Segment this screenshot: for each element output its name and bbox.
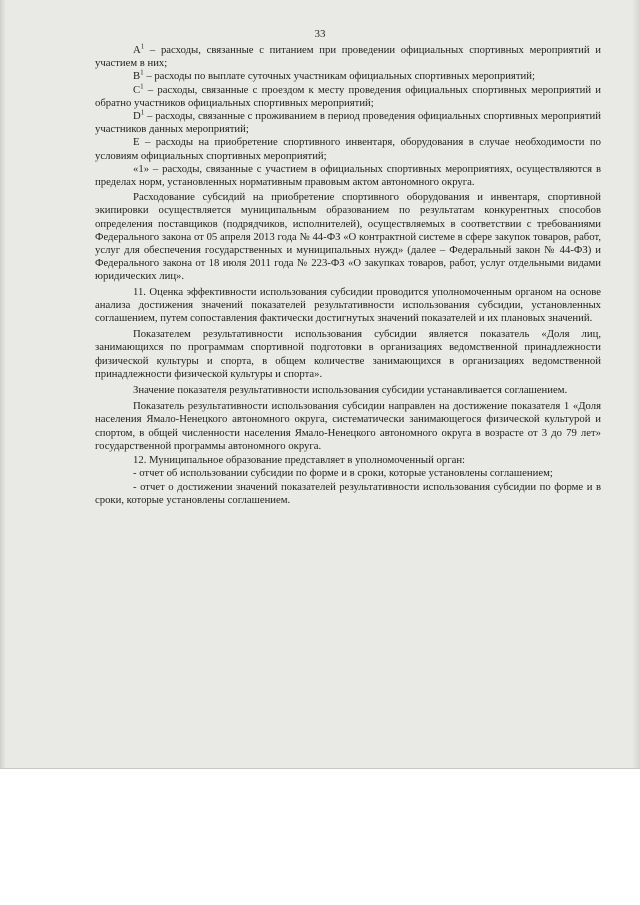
formula-term-e: E – расходы на приобретение спортивного инвентаря, оборудования в случае необходимости по условиям официальных спортивных мероприятий; [95, 136, 601, 162]
term-description: – расходы, связанные с питанием при проведении официальных спортивных мероприятий и участием в них; [95, 44, 601, 70]
term-symbol: A [133, 44, 141, 56]
formula-term-one: «1» – расходы, связанные с участием в официальных спортивных мероприятиях, осуществляются в пределах норм, установленных нормативным правовым актом автономного округа. [95, 162, 601, 189]
list-item-report-results: - отчет о достижении значений показателей результативности использования субсидии по форме и в сроки, которые установлены соглашением. [95, 480, 601, 506]
term-symbol: C [133, 83, 141, 96]
term-symbol: D [133, 110, 141, 123]
paragraph-11: 11. Оценка эффективности использования субсидии проводится уполномоченным органом на основе анализа достижения значений показателей результативности использования субсидии, установленных соглашением, путем сопоставления фактически достигнутых значений показателей и их плановых значений. [95, 285, 601, 325]
page-number: 33 [314, 28, 326, 40]
term-description: – расходы, связанные с проживанием в период проведения официальных спортивных мероприятий участников данных мероприятий; [95, 110, 601, 136]
paragraph-indicator-aim: Показатель результативности использования субсидии направлен на достижение показателя 1 «Доля населения Ямало-Ненецкого автономного округа, систематически занимающегося физической культурой и спортом, в общей численности населения Ямало-Ненецкого автономного округа в возрасте от 3 до 79 лет» государственной программы автономного округа. [95, 400, 601, 452]
paragraph-12: 12. Муниципальное образование представляет в уполномоченный орган: [133, 454, 466, 467]
term-superscript: 1 [140, 42, 145, 51]
term-superscript: 1 [140, 68, 144, 77]
term-superscript: 1 [140, 82, 144, 91]
term-description: – расходы, связанные с проездом к месту проведения официальных спортивных мероприятий и обратно участников официальных спортивных мероприятий; [95, 83, 601, 109]
paragraph-spending: Расходование субсидий на приобретение спортивного оборудования и инвентаря, спортивной экипировки осуществляется муниципальным образованием по результатам конкурентных способов определения поставщиков (подрядчиков, исполнителей), осуществляемых в соответствии с требованиями Федерального закона от 05 апреля 2013 года № 44-ФЗ «О контрактной системе в сфере закупок товаров, работ, услуг для обеспечения государственных и муниципальных нужд» (далее – Федеральный закон № 44-ФЗ) и Федерального закона от 18 июля 2011 года № 223-ФЗ «О закупках товаров, работ, услуг отдельными видами юридических лиц». [95, 191, 601, 283]
paragraph-indicator: Показателем результативности использования субсидии является показатель «Доля лиц, занимающихся по программам спортивной подготовки в организациях ведомственной принадлежности физической культуры и спорта, в общем количестве занимающихся в организациях ведомственной принадлежности физической культуры и спорта». [95, 328, 601, 380]
document-body [95, 44, 601, 507]
term-description: – расходы по выплате суточных участникам официальных спортивных мероприятий; [143, 70, 535, 83]
scan-shadow-right [632, 0, 640, 768]
list-item-report-usage: - отчет об использовании субсидии по форме и в сроки, которые установлены соглашением; [133, 467, 553, 480]
formula-term-a1 [95, 44, 601, 70]
formula-term-b1 [95, 70, 601, 83]
formula-term-d1 [95, 110, 601, 136]
term-symbol: B [133, 70, 141, 83]
term-superscript: 1 [140, 108, 145, 117]
scan-shadow-left [0, 0, 6, 768]
formula-term-c1 [95, 84, 601, 110]
paragraph-indicator-value: Значение показателя результативности использования субсидии устанавливается соглашением. [133, 384, 568, 397]
